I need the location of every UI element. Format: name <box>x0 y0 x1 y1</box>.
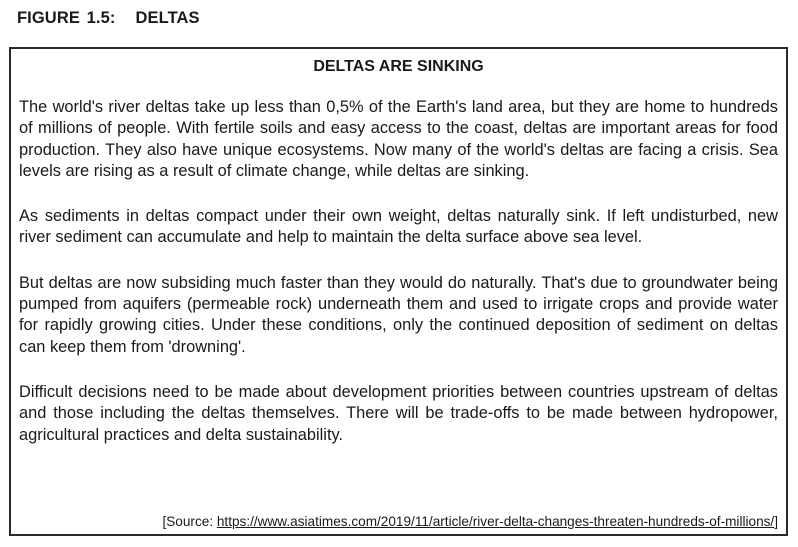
paragraph: But deltas are now subsiding much faster than they would do naturally. That's due to groundwater being pumped from aquifers (permeable rock) underneath them and used to irrigate crops and provide water for rapidly growing cities. Under these conditions, only the continued deposition of sediment on deltas can keep them from 'drowning'. <box>19 273 778 356</box>
figure-title <box>17 9 200 28</box>
paragraph: The world's river deltas take up less than 0,5% of the Earth's land area, but they are home to hundreds of millions of people. With fertile soils and easy access to the coast, deltas are important areas for food production. They also have unique ecosystems. Now many of the world's deltas are facing a crisis. Sea levels are rising as a result of climate change, while deltas are sinking. <box>19 98 778 180</box>
source-link[interactable]: https://www.asiatimes.com/2019/11/article/river-delta-changes-threaten-hundreds-of-millions/ <box>216 514 775 529</box>
article-box <box>9 47 788 536</box>
paragraph: As sediments in deltas compact under their own weight, deltas naturally sink. If left undisturbed, new river sediment can accumulate and help to maintain the delta surface above sea level. <box>19 207 778 247</box>
article-heading: DELTAS ARE SINKING <box>313 58 484 75</box>
paragraph: Difficult decisions need to be made about development priorities between countries upstream of deltas and those including the deltas themselves. There will be trade-offs to be made between hydropower, agricultural practices and delta sustainability. <box>19 382 778 444</box>
figure-name: DELTAS <box>135 9 200 27</box>
article-body <box>19 97 778 470</box>
source-suffix: ] <box>774 514 778 529</box>
figure-label: FIGURE 1.5: <box>17 9 116 27</box>
source-prefix: [Source: <box>162 514 217 529</box>
source-citation <box>162 514 778 529</box>
